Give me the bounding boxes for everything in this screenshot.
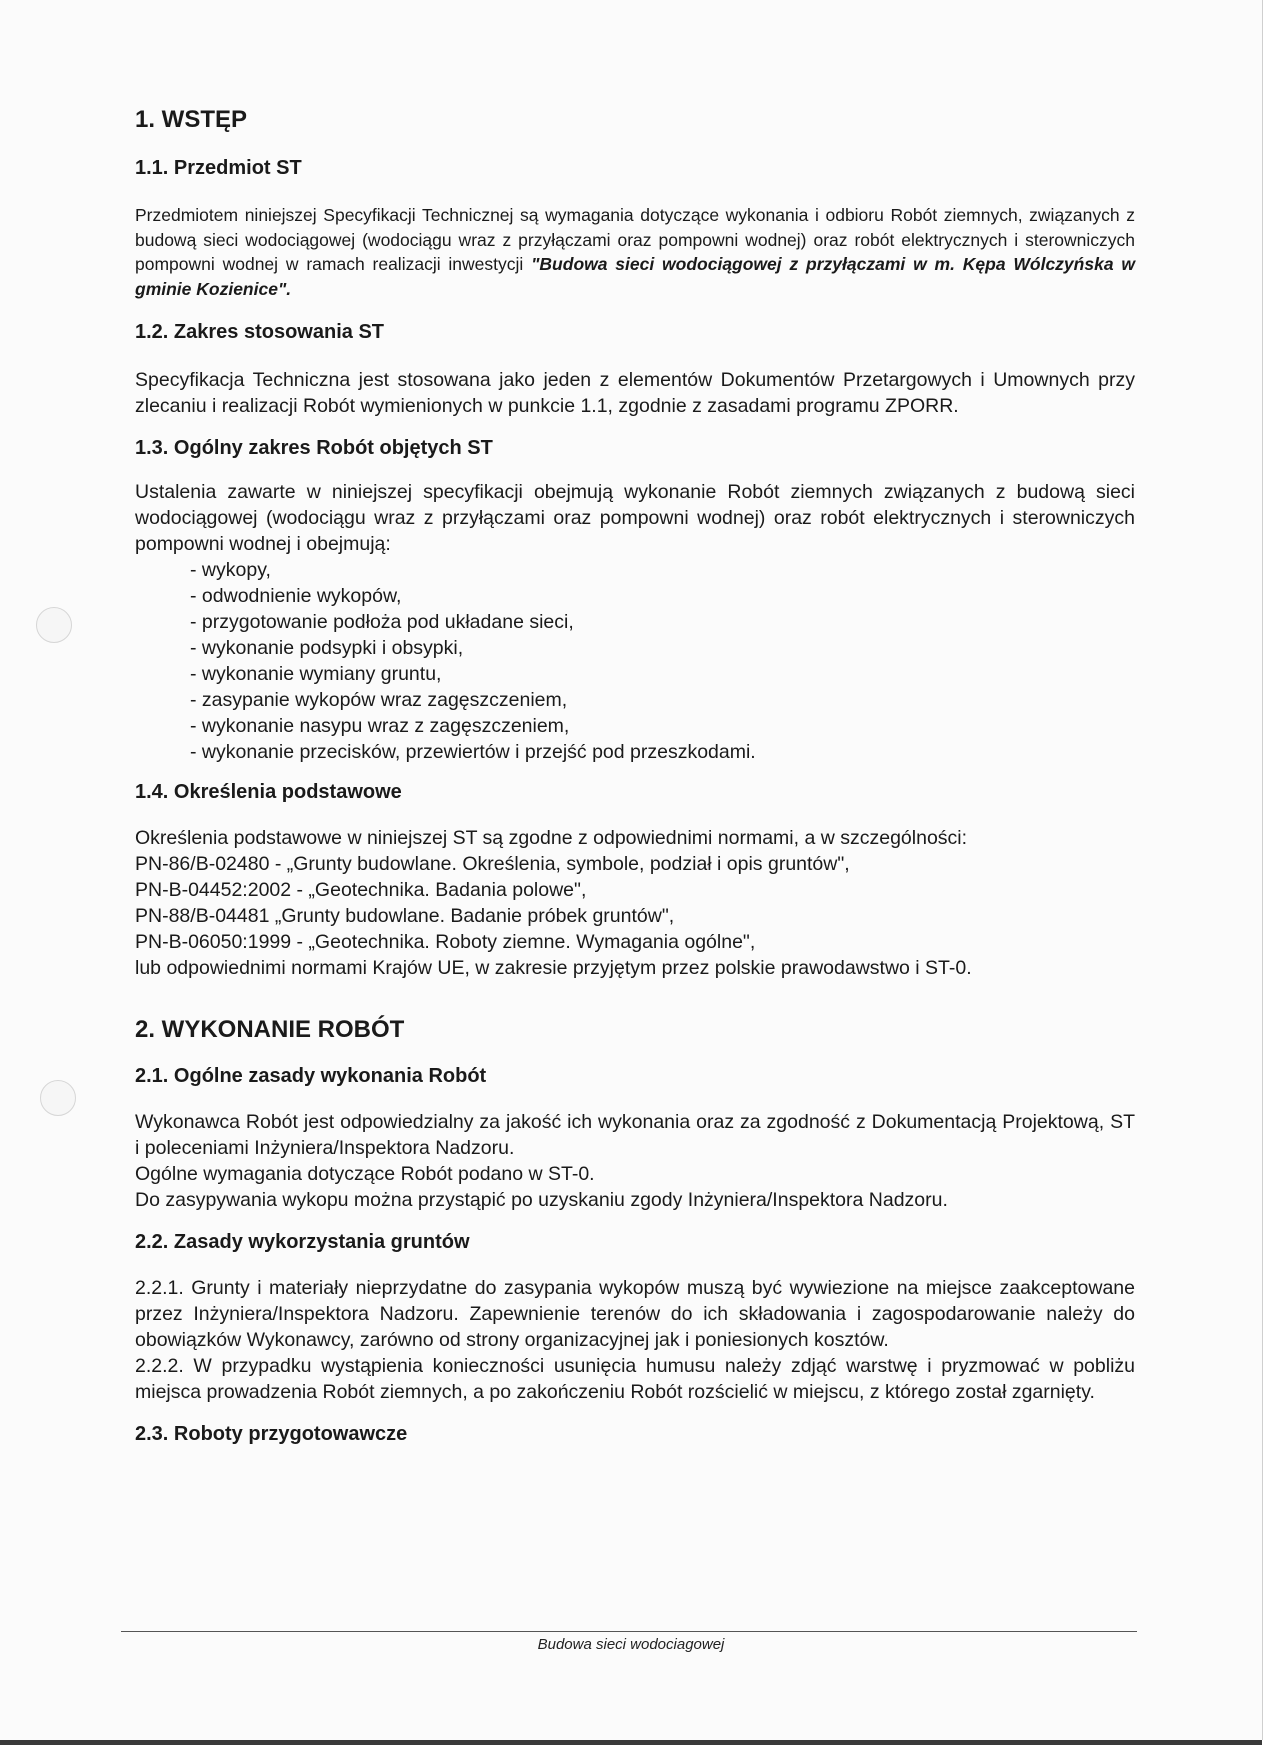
section-1-2-title: 1.2. Zakres stosowania ST <box>135 321 384 343</box>
page-shadow-edge <box>0 1740 1262 1745</box>
section-1-title: 1. WSTĘP <box>135 106 248 133</box>
punch-hole-top <box>36 607 72 643</box>
section-1-2-text: Specyfikacja Techniczna jest stosowana jako jeden z elementów Dokumentów Przetargowych i Umownych przy zlecaniu i realizacji Robót wymienionych w punkcie 1.1, zgodnie z zasadami programu ZPORR. <box>135 369 1135 417</box>
list-item: - wykonanie przecisków, przewiertów i przejść pod przeszkodami. <box>190 739 1135 765</box>
section-1-4-title: 1.4. Określenia podstawowe <box>135 781 402 803</box>
section-2-1-title: 2.1. Ogólne zasady wykonania Robót <box>135 1065 487 1087</box>
section-1-3-title: 1.3. Ogólny zakres Robót objętych ST <box>135 437 493 459</box>
punch-hole-bottom <box>40 1080 76 1116</box>
footer-title: Budowa sieci wodociagowej <box>537 1636 725 1653</box>
section-2-2-text: 2.2.1. Grunty i materiały nieprzydatne do zasypania wykopów muszą być wywiezione na miejsce zaakceptowane przez Inżyniera/Inspektora Nadzoru. Zapewnienie terenów do ich składowania i zagospodarowanie należy do obowiązków Wykonawcy, zarówno od strony organizacyjnej jak i poniesionych kosztów. <box>135 1277 1135 1351</box>
list-item: - odwodnienie wykopów, <box>190 583 1135 609</box>
text-line: lub odpowiednimi normami Krajów UE, w zakresie przyjętym przez polskie prawodawstwo i ST-0. <box>135 957 972 979</box>
footer-divider <box>121 1631 1137 1632</box>
section-1-1-text <box>135 203 1135 301</box>
section-1-1-title: 1.1. Przedmiot ST <box>135 157 302 179</box>
list-item: - wykonanie wymiany gruntu, <box>190 661 1135 687</box>
list-item: - wykonanie podsypki i obsypki, <box>190 635 1135 661</box>
text-line: Określenia podstawowe w niniejszej ST są zgodne z odpowiednimi normami, a w szczególności: <box>135 827 968 849</box>
list-item: - wykopy, <box>190 557 1135 583</box>
section-2-2-title: 2.2. Zasady wykorzystania gruntów <box>135 1231 470 1253</box>
list-item: - wykonanie nasypu wraz z zagęszczeniem, <box>190 713 1135 739</box>
section-1-1-body: Przedmiotem niniejszej Specyfikacji Technicznej są wymagania dotyczące wykonania i odbioru Robót ziemnych, związanych z budową sieci wodociągowej (wodociągu wraz z przyłączami oraz pompowni wodnej) oraz robót elektrycznych i sterowniczych pompowni wodnej w ramach realizacji inwestycji <box>135 205 1135 274</box>
section-2-2-text: 2.2.2. W przypadku wystąpienia konieczności usunięcia humusu należy zdjąć warstwę i pryzmować w pobliżu miejsca prowadzenia Robót ziemnych, a po zakończeniu Robót rozścielić w miejscu, z którego został zgarnięty. <box>135 1355 1135 1403</box>
investment-name: "Budowa sieci wodociągowej z przyłączami w m. Kępa Wólczyńska w gminie Kozienice". <box>135 254 1135 299</box>
section-1-3-text: Ustalenia zawarte w niniejszej specyfikacji obejmują wykonanie Robót ziemnych związanych z budową sieci wodociągowej (wodociągu wraz z przyłączami oraz pompowni wodnej) oraz robót elektrycznych i sterowniczych pompowni wodnej i obejmują: <box>135 481 1135 555</box>
standard-line: PN-86/B-02480 - „Grunty budowlane. Określenia, symbole, podział i opis gruntów", <box>135 853 850 875</box>
standard-line: PN-B-04452:2002 - „Geotechnika. Badania polowe", <box>135 879 587 901</box>
section-2-3-title: 2.3. Roboty przygotowawcze <box>135 1423 408 1445</box>
section-2-title: 2. WYKONANIE ROBÓT <box>135 1016 405 1043</box>
standard-line: PN-B-06050:1999 - „Geotechnika. Roboty ziemne. Wymagania ogólne", <box>135 931 756 953</box>
section-2-1-text: Wykonawca Robót jest odpowiedzialny za jakość ich wykonania oraz za zgodność z Dokumentacją Projektową, ST i poleceniami Inżyniera/Inspektora Nadzoru. <box>135 1111 1135 1159</box>
section-2-1-text: Ogólne wymagania dotyczące Robót podano w ST-0. <box>135 1163 595 1185</box>
list-item: - przygotowanie podłoża pod układane sieci, <box>190 609 1135 635</box>
standard-line: PN-88/B-04481 „Grunty budowlane. Badanie próbek gruntów", <box>135 905 675 927</box>
list-item: - zasypanie wykopów wraz zagęszczeniem, <box>190 687 1135 713</box>
document-body <box>135 100 1135 1447</box>
section-2-1-text: Do zasypywania wykopu można przystąpić po uzyskaniu zgody Inżyniera/Inspektora Nadzoru. <box>135 1189 948 1211</box>
section-1-4-text <box>135 825 1135 981</box>
scope-list <box>135 557 1135 765</box>
